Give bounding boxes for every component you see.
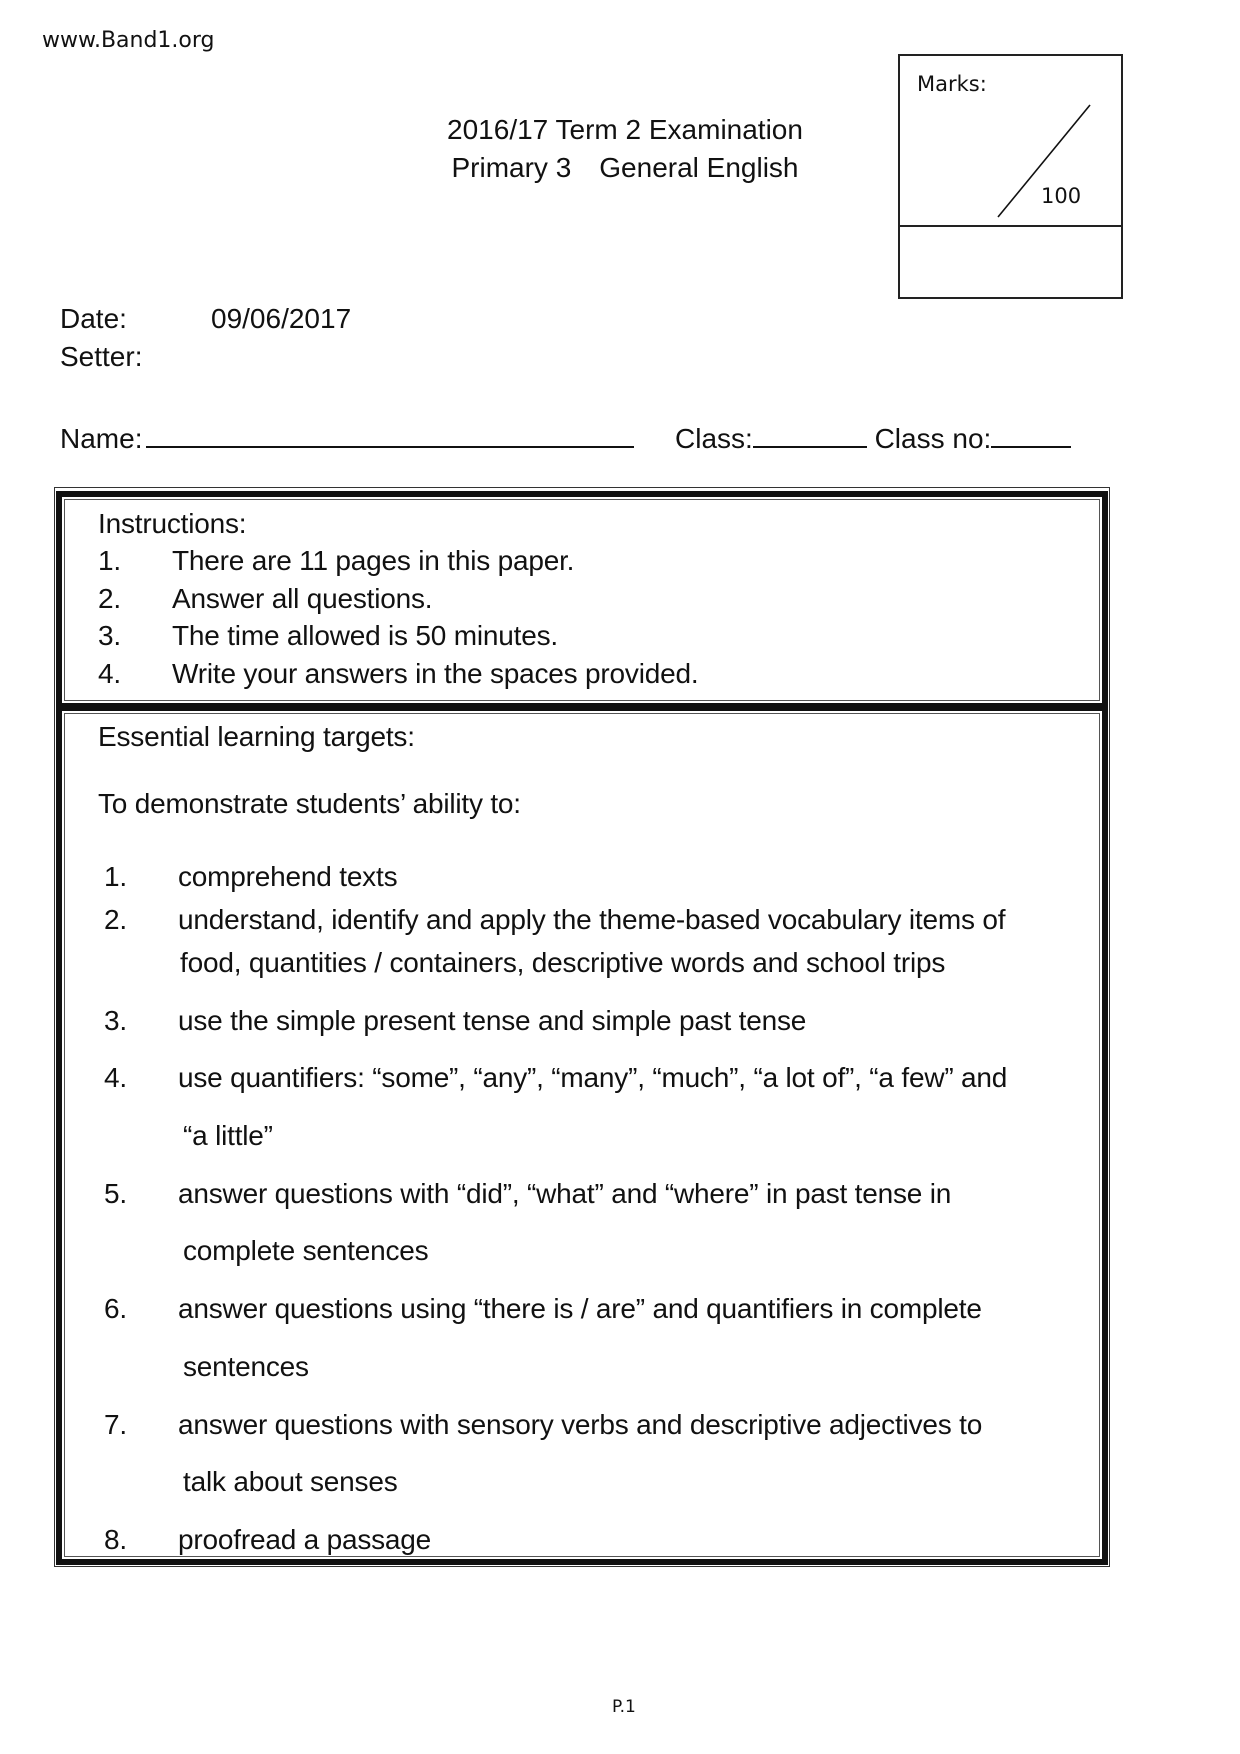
instruction-item: 3. The time allowed is 50 minutes. [98,620,558,651]
name-label: Name: [60,423,143,454]
target-item: 5. answer questions with “did”, “what” and “where” in past tense in [104,1178,952,1209]
class-row [675,418,1071,455]
date-label: Date: [60,303,127,334]
instruction-item: 4. Write your answers in the spaces provided. [98,658,699,689]
instructions-panel [56,491,1108,709]
page-number: P.1 [612,1697,636,1717]
name-row [60,418,634,455]
target-item-continuation: complete sentences [183,1235,429,1266]
target-item: 1. comprehend texts [104,861,398,892]
class-no-input-line[interactable] [991,418,1071,448]
target-item-continuation: sentences [183,1351,309,1382]
target-item: 2. understand, identify and apply the theme-based vocabulary items of [104,904,1006,935]
marks-total: 100 [1041,184,1082,208]
instructions-heading: Instructions: [98,508,247,539]
targets-intro: To demonstrate students’ ability to: [98,788,521,819]
subject: General English [599,152,799,183]
target-item: 7. answer questions with sensory verbs and descriptive adjectives to [104,1409,983,1440]
class-no-label: Class no: [874,423,992,454]
target-item: 6. answer questions using “there is / are” and quantifiers in complete [104,1293,982,1324]
target-item-continuation: “a little” [183,1120,273,1151]
date-value: 09/06/2017 [211,303,352,334]
class-label: Class: [675,423,753,454]
class-input-line[interactable] [753,418,867,448]
targets-heading: Essential learning targets: [98,721,415,752]
instruction-item: 1. There are 11 pages in this paper. [98,545,575,576]
target-item-continuation: talk about senses [183,1466,398,1497]
learning-targets-panel [56,705,1108,1565]
instruction-item: 2. Answer all questions. [98,583,433,614]
target-item: 8. proofread a passage [104,1524,432,1555]
marks-box-divider [900,225,1121,227]
target-item-continuation: food, quantities / containers, descriptive words and school trips [180,947,946,978]
website-watermark: www.Band1.org [42,28,215,53]
setter-label: Setter: [60,341,143,372]
exam-title: 2016/17 Term 2 Examination [447,114,803,145]
marks-label: Marks: [917,72,987,96]
marks-box [898,54,1123,299]
target-item: 4. use quantifiers: “some”, “any”, “many”, “much”, “a lot of”, “a few” and [104,1062,1008,1093]
level: Primary 3 [451,152,572,183]
target-item: 3. use the simple present tense and simple past tense [104,1005,807,1036]
name-input-line[interactable] [146,418,634,448]
